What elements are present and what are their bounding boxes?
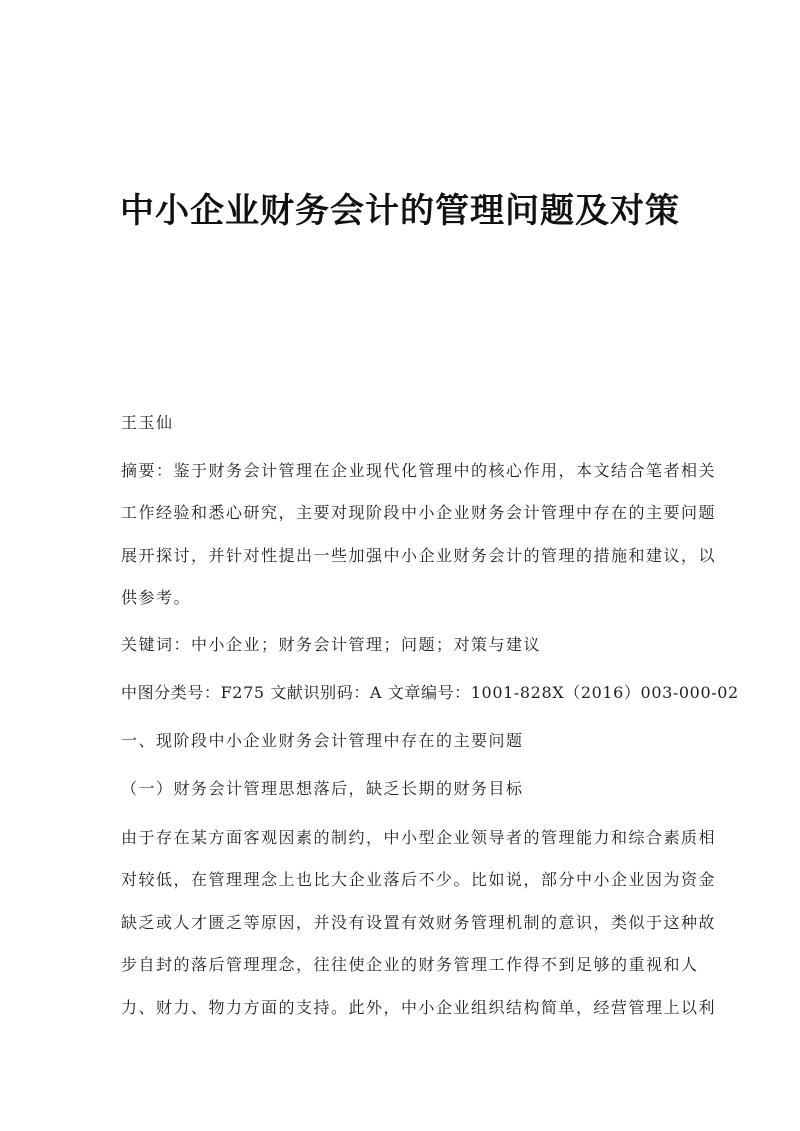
section-heading: 一、现阶段中小企业财务会计管理中存在的主要问题 <box>121 731 524 750</box>
abstract-line: 工作经验和悉心研究，主要对现阶段中小企业财务会计管理中存在的主要问题 <box>121 503 717 522</box>
classification-line: 中图分类号：F275 文献识别码：A 文章编号：1001-828X（2016）003-000-02 <box>121 683 739 702</box>
abstract-line: 展开探讨，并针对性提出一些加强中小企业财务会计的管理的措施和建议，以 <box>121 546 717 565</box>
body-paragraph-line: 步自封的落后管理理念，往往使企业的财务管理工作得不到足够的重视和人 <box>121 955 699 974</box>
abstract-line: 供参考。 <box>121 588 192 607</box>
subsection-heading: （一）财务会计管理思想落后，缺乏长期的财务目标 <box>121 779 524 798</box>
body-paragraph-line: 对较低，在管理理念上也比大企业落后不少。比如说，部分中小企业因为资金 <box>121 870 717 889</box>
abstract-line: 摘要：鉴于财务会计管理在企业现代化管理中的核心作用，本文结合笔者相关 <box>121 461 717 480</box>
body-paragraph-line: 力、财力、物力方面的支持。此外，中小企业组织结构简单，经营管理上以利 <box>121 998 717 1017</box>
keywords-line: 关键词：中小企业；财务会计管理；问题；对策与建议 <box>121 635 542 654</box>
body-paragraph-line: 缺乏或人才匮乏等原因，并没有设置有效财务管理机制的意识，类似于这种故 <box>121 913 717 932</box>
author-name: 王玉仙 <box>121 413 174 432</box>
body-paragraph-line: 由于存在某方面客观因素的制约，中小型企业领导者的管理能力和综合素质相 <box>121 828 717 847</box>
document-title: 中小企业财务会计的管理问题及对策 <box>120 191 680 231</box>
